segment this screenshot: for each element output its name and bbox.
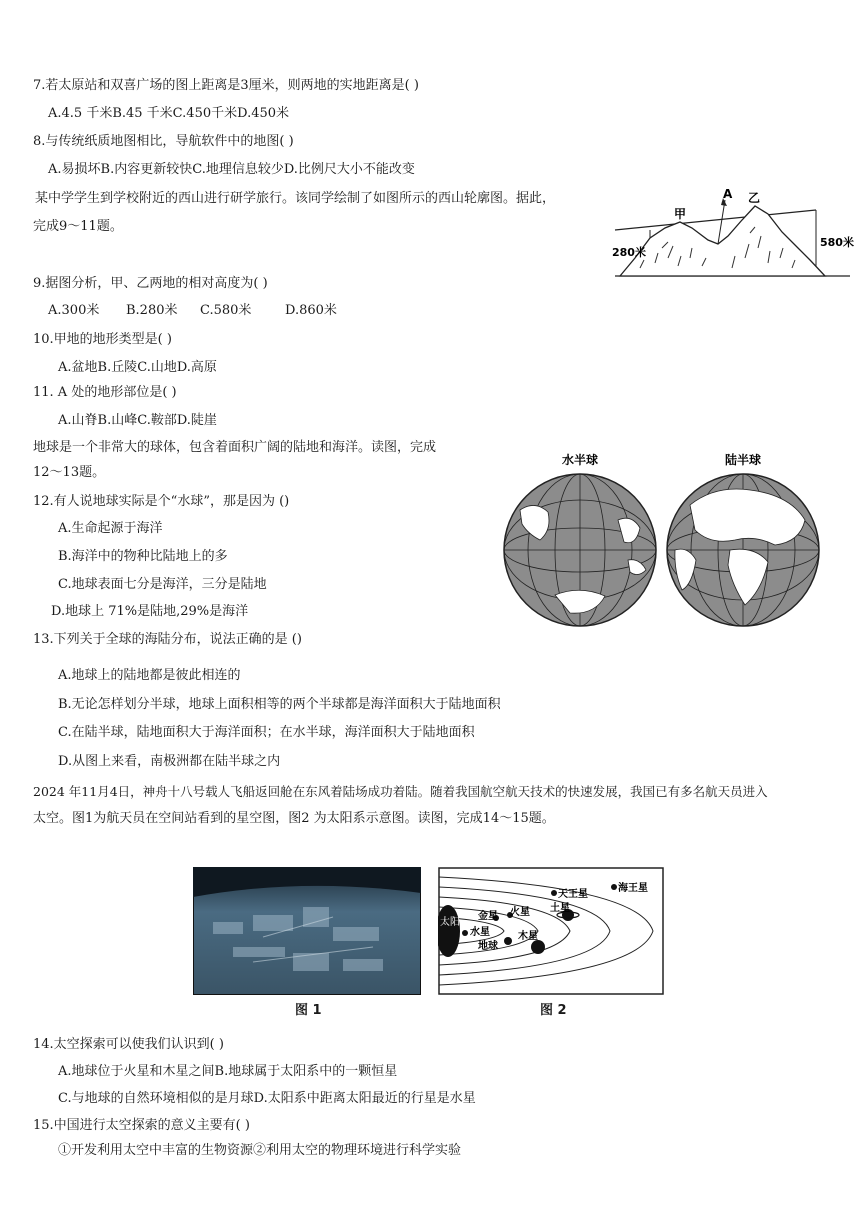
height-280: 280米	[612, 246, 646, 259]
land-hemisphere-globe	[667, 474, 819, 626]
label-yi: 乙	[748, 191, 761, 205]
q8-stem: 8.与传统纸质地图相比，导航软件中的地图( )	[33, 134, 294, 149]
intro-14-15-line2: 太空。图1为航天员在空间站看到的星空图，图2 为太阳系示意图。读图，完成14～15题。	[33, 811, 555, 826]
jupiter-label: 木星	[518, 931, 538, 942]
mercury-dot	[462, 930, 468, 936]
top-line	[615, 210, 816, 230]
q9-stem: 9.据图分析，甲、乙两地的相对高度为( )	[33, 276, 268, 291]
q15-line1: ①开发利用太空中丰富的生物资源②利用太空的物理环境进行科学实验	[58, 1143, 462, 1158]
height-580: 580米	[820, 236, 854, 249]
sun-label: 太阳	[440, 917, 460, 928]
q13-opt-c: C.在陆半球，陆地面积大于海洋面积；在水半球，海洋面积大于陆地面积	[58, 725, 475, 740]
mountain-profile-figure	[610, 188, 860, 283]
q13-opt-a: A.地球上的陆地都是彼此相连的	[58, 668, 241, 683]
q14-options-ab: A.地球位于火星和木星之间B.地球属于太阳系中的一颗恒星	[58, 1064, 398, 1079]
mercury-label: 水星	[470, 927, 490, 938]
q12-opt-d: D.地球上 71%是陆地,29%是海洋	[51, 604, 249, 619]
q11-options: A.山脊B.山峰C.鞍部D.陡崖	[58, 413, 217, 428]
q10-options: A.盆地B.丘陵C.山地D.高原	[58, 360, 217, 375]
hemispheres-figure	[500, 450, 830, 640]
q13-stem: 13.下列关于全球的海陆分布，说法正确的是 ()	[33, 632, 302, 647]
earth-dot	[504, 937, 512, 945]
q15-stem: 15.中国进行太空探索的意义主要有( )	[33, 1118, 250, 1133]
saturn-label: 土星	[550, 903, 570, 914]
q13-opt-d: D.从图上来看，南极洲都在陆半球之内	[58, 754, 281, 769]
figure-1-space-photo	[193, 867, 421, 995]
figure-2-caption: 图 2	[540, 1003, 567, 1018]
land-hemisphere-title: 陆半球	[725, 453, 762, 467]
q9-opt-b: B.280米	[126, 303, 178, 318]
q13-opt-b: B.无论怎样划分半球，地球上面积相等的两个半球都是海洋面积大于陆地面积	[58, 697, 501, 712]
q12-opt-a: A.生命起源于海洋	[58, 521, 163, 536]
uranus-dot	[551, 890, 557, 896]
q7-options: A.4.5 千米B.45 千米C.450千米D.450米	[48, 106, 290, 121]
jupiter-dot	[531, 940, 545, 954]
figure-2-solar-system	[438, 867, 664, 995]
intro-9-11-line2: 完成9～11题。	[33, 219, 123, 234]
q9-opt-d: D.860米	[285, 303, 337, 318]
pointer-a	[718, 200, 725, 244]
intro-12-13-line2: 12～13题。	[33, 465, 106, 480]
venus-label: 金星	[478, 911, 498, 922]
q9-opt-c: C.580米	[200, 303, 252, 318]
q8-options: A.易损坏B.内容更新较快C.地理信息较少D.比例尺大小不能改变	[48, 162, 415, 177]
q14-options-cd: C.与地球的自然环境相似的是月球D.太阳系中距离太阳最近的行星是水星	[58, 1091, 476, 1106]
label-jia: 甲	[674, 207, 687, 221]
figure-1-caption: 图 1	[295, 1003, 322, 1018]
neptune-label: 海王星	[618, 883, 648, 894]
q12-stem: 12.有人说地球实际是个“水球”，那是因为 ()	[33, 494, 290, 509]
q12-opt-c: C.地球表面七分是海洋，三分是陆地	[58, 577, 267, 592]
q9-opt-a: A.300米	[48, 303, 100, 318]
intro-14-15-line1: 2024 年11月4日，神舟十八号载人飞船返回舱在东风着陆场成功着陆。随着我国航空航天技术的快速发展，我国已有多名航天员进入	[33, 784, 768, 799]
q7-stem: 7.若太原站和双喜广场的图上距离是3厘米，则两地的实地距离是( )	[33, 78, 419, 93]
earth-label: 地球	[478, 941, 498, 952]
neptune-dot	[611, 884, 617, 890]
water-hemisphere-title: 水半球	[562, 453, 599, 467]
q10-stem: 10.甲地的地形类型是( )	[33, 332, 172, 347]
intro-9-11-line1: 某中学学生到学校附近的西山进行研学旅行。该同学绘制了如图所示的西山轮廓图。据此，	[35, 191, 556, 206]
label-a: A	[723, 188, 733, 201]
q14-stem: 14.太空探索可以使我们认识到( )	[33, 1037, 224, 1052]
mars-label: 火星	[510, 907, 530, 918]
q12-opt-b: B.海洋中的物种比陆地上的多	[58, 549, 228, 564]
water-hemisphere-globe	[504, 474, 656, 626]
intro-12-13-line1: 地球是一个非常大的球体，包含着面积广阔的陆地和海洋。读图，完成	[33, 440, 437, 455]
uranus-label: 天王星	[558, 889, 588, 900]
q11-stem: 11. A 处的地形部位是( )	[33, 385, 177, 400]
